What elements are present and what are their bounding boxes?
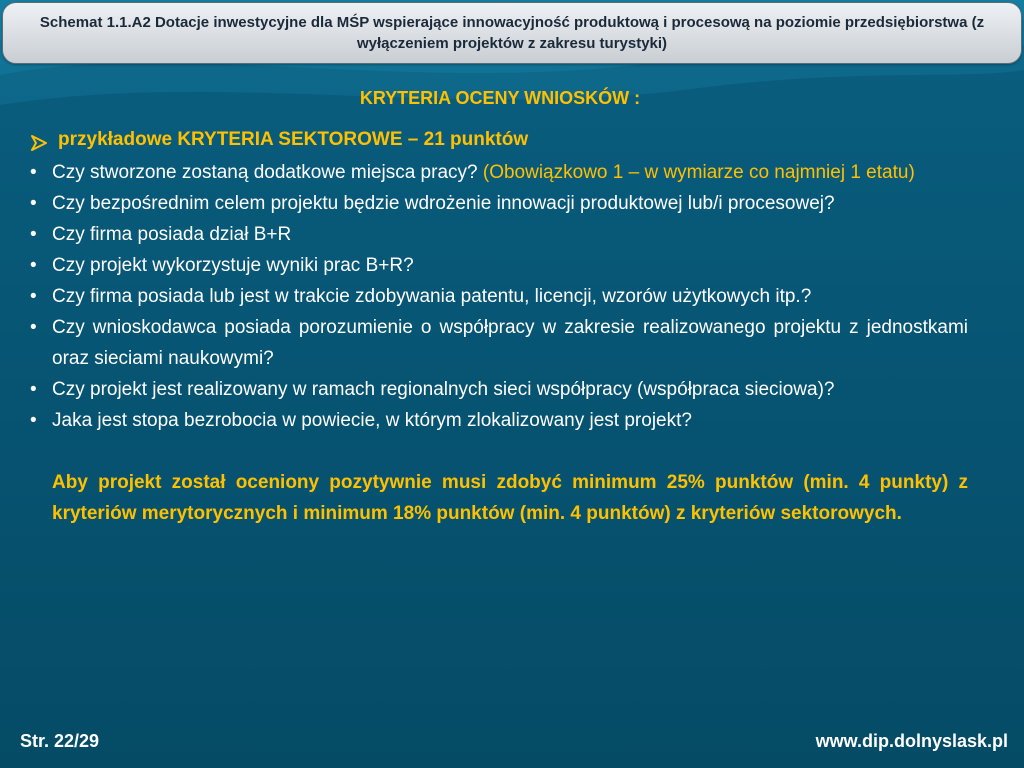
- bullet-icon: •: [30, 379, 37, 400]
- list-item: • Czy bezpośrednim celem projektu będzie wdrożenie innowacji produktowej lub/i procesowej?: [30, 188, 968, 219]
- bullet-icon: •: [30, 410, 37, 431]
- bullet-icon: •: [30, 193, 37, 214]
- list-item: • Czy firma posiada lub jest w trakcie zdobywania patentu, licencji, wzorów użytkowych itp.?: [30, 281, 968, 312]
- sub-heading-text: przykładowe KRYTERIA SEKTOROWE – 21 punktów: [58, 129, 529, 150]
- sub-heading: [30, 124, 968, 155]
- list-item: • Czy stworzone zostaną dodatkowe miejsca pracy? (Obowiązkowo 1 – w wymiarze co najmniej 1 etatu): [30, 157, 968, 188]
- page-number: Str. 22/29: [20, 731, 100, 751]
- header-banner: [2, 2, 1022, 64]
- bullet-icon: •: [30, 162, 37, 183]
- list-item: • Czy projekt jest realizowany w ramach regionalnych sieci współpracy (współpraca sieciowa)?: [30, 374, 968, 405]
- criteria-list: [30, 157, 968, 436]
- list-item: • Jaka jest stopa bezrobocia w powiecie, w którym zlokalizowany jest projekt?: [30, 405, 968, 436]
- summary-paragraph: Aby projekt został oceniony pozytywnie musi zdobyć minimum 25% punktów (min. 4 punkty) z kryteriów merytorycznych i minimum 18% punktów (min. 4 punktów) z kryteriów sektorowych.: [52, 472, 968, 524]
- arrow-bullet-icon: [30, 131, 48, 149]
- website-link[interactable]: www.dip.dolnyslask.pl: [815, 731, 1008, 751]
- list-item: • Czy projekt wykorzystuje wyniki prac B+R?: [30, 250, 968, 281]
- section-title: KRYTERIA OCENY WNIOSKÓW :: [359, 88, 641, 108]
- bullet-icon: •: [30, 224, 37, 245]
- content-area: [30, 124, 968, 529]
- list-item: • Czy wnioskodawca posiada porozumienie o współpracy w zakresie realizowanego projektu z jednostkami oraz sieciami naukowymi?: [30, 312, 968, 374]
- header-title: Schemat 1.1.A2 Dotacje inwestycyjne dla MŚP wspierające innowacyjność produktową i procesową na poziomie przedsiębiorstwa (z wyłączeniem projektów z zakresu turystyki): [39, 14, 985, 52]
- bullet-icon: •: [30, 286, 37, 307]
- bullet-icon: •: [30, 317, 37, 338]
- list-item: • Czy firma posiada dział B+R: [30, 219, 968, 250]
- bullet-icon: •: [30, 255, 37, 276]
